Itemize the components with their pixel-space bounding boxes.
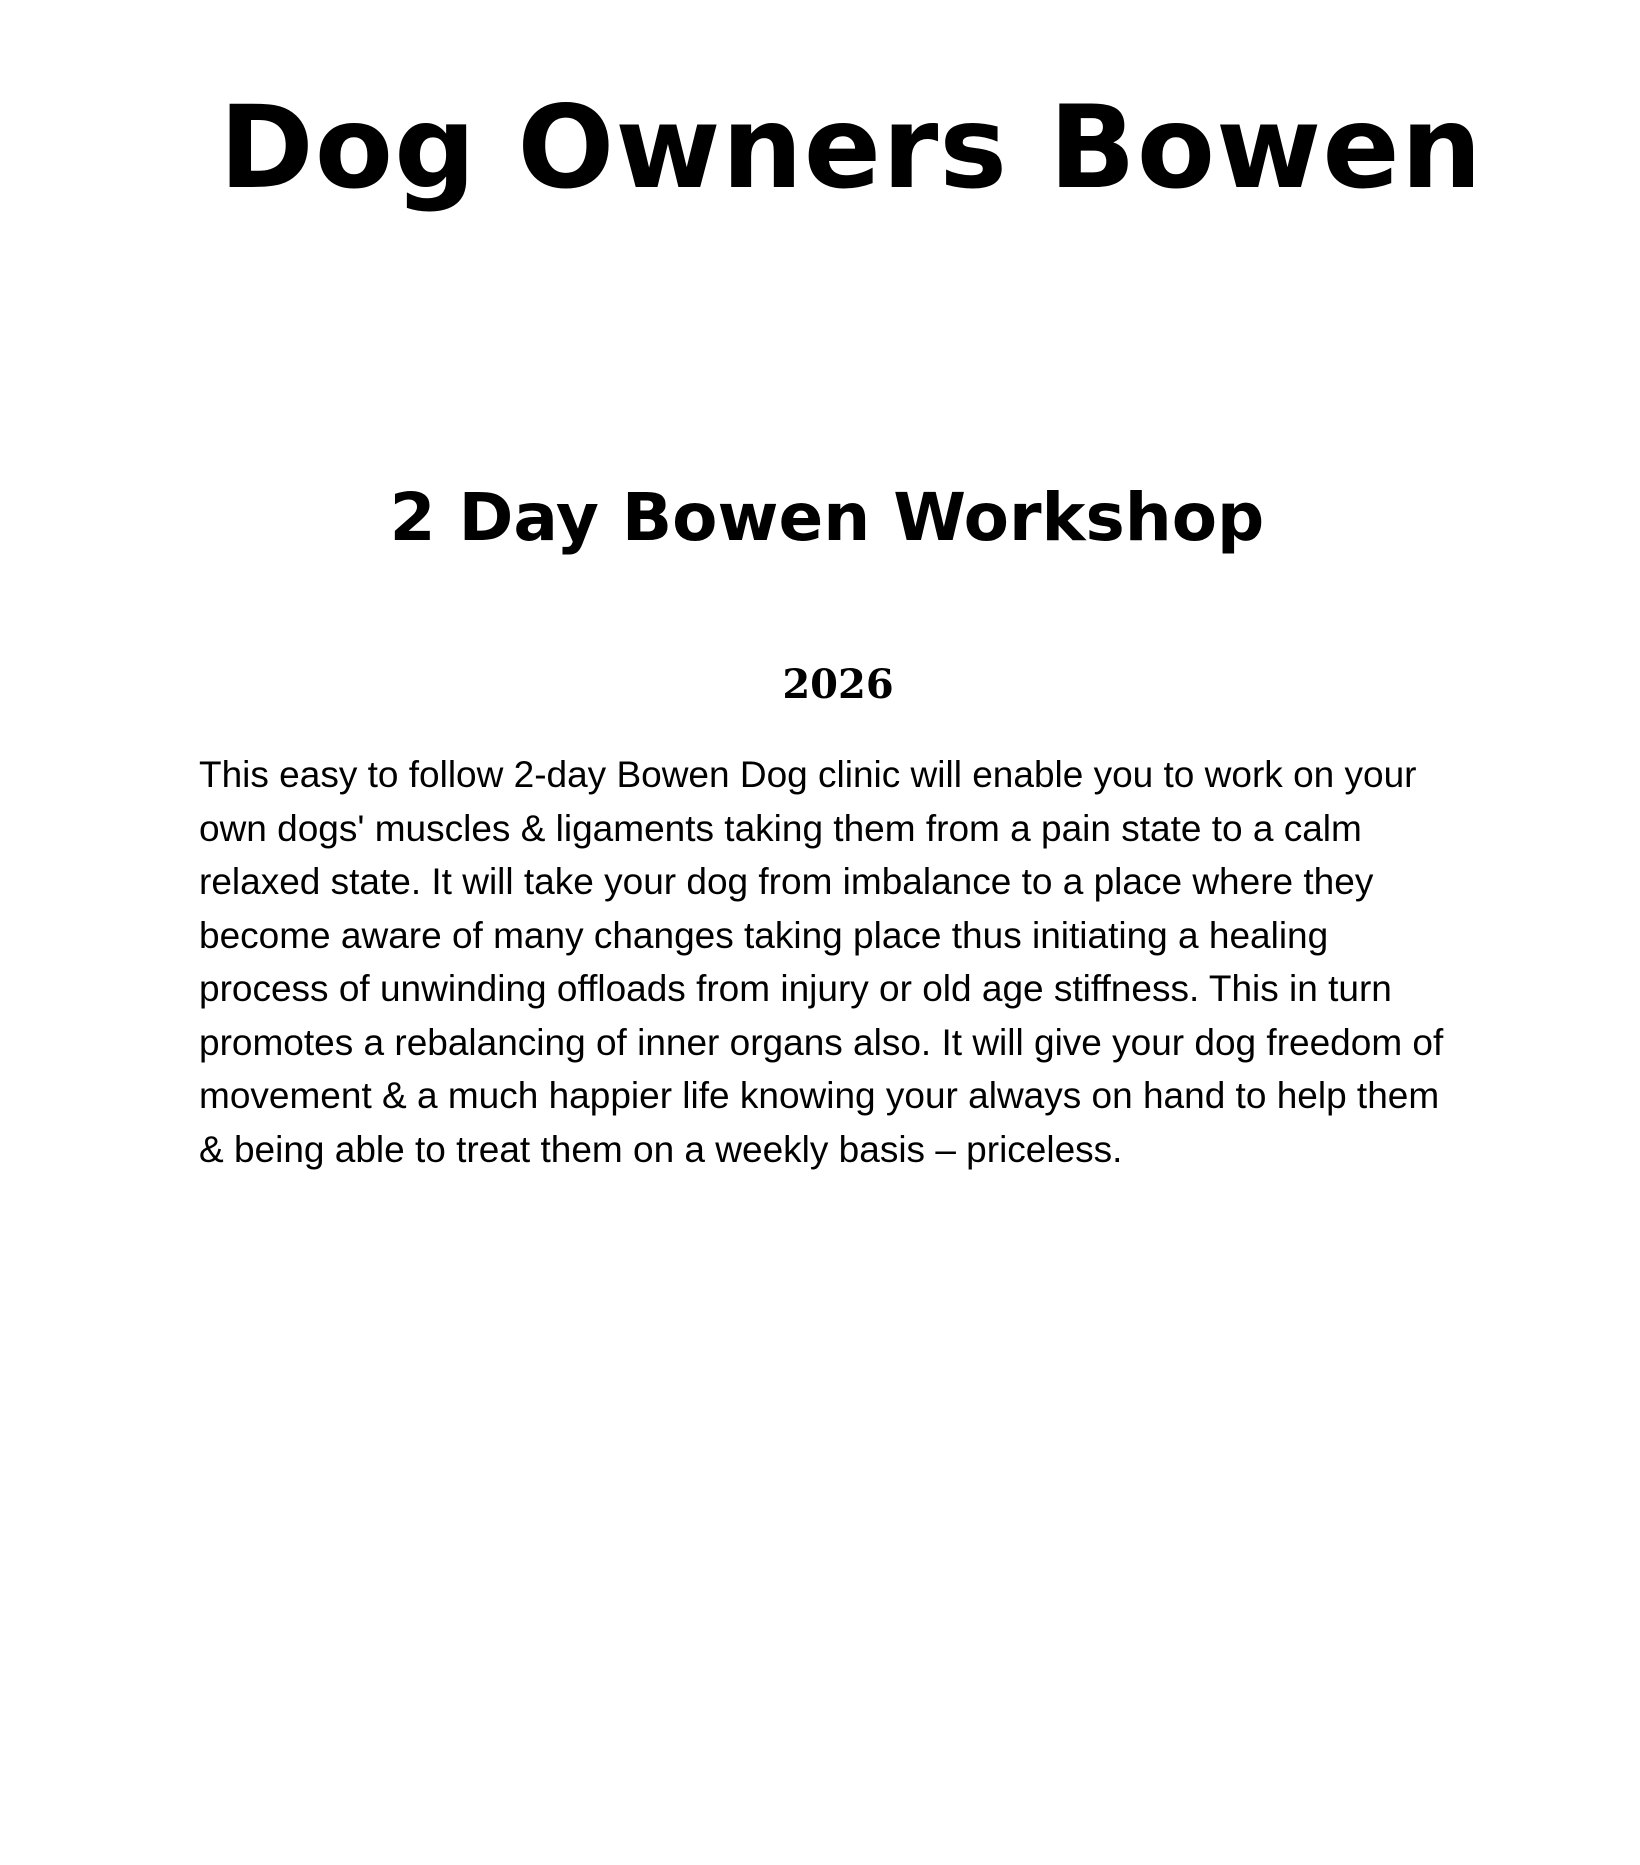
workshop-heading: 2 Day Bowen Workshop <box>389 479 1265 556</box>
description-paragraph: This easy to follow 2-day Bowen Dog clinic will enable you to work on your own dogs' muscles & ligaments taking them from a pain state to a calm relaxed state. It will take your dog from imbalance to a place where they become aware of many changes taking place thus initiating a healing process of unwinding offloads from injury or old age stiffness. This in turn promotes a rebalancing of inner organs also. It will give your dog freedom of movement & a much happier life knowing your always on hand to help them & being able to treat them on a weekly basis – priceless. <box>199 754 1444 1170</box>
page-title: Dog Owners Bowen <box>219 81 1483 214</box>
year-label: 2026 <box>782 661 894 708</box>
